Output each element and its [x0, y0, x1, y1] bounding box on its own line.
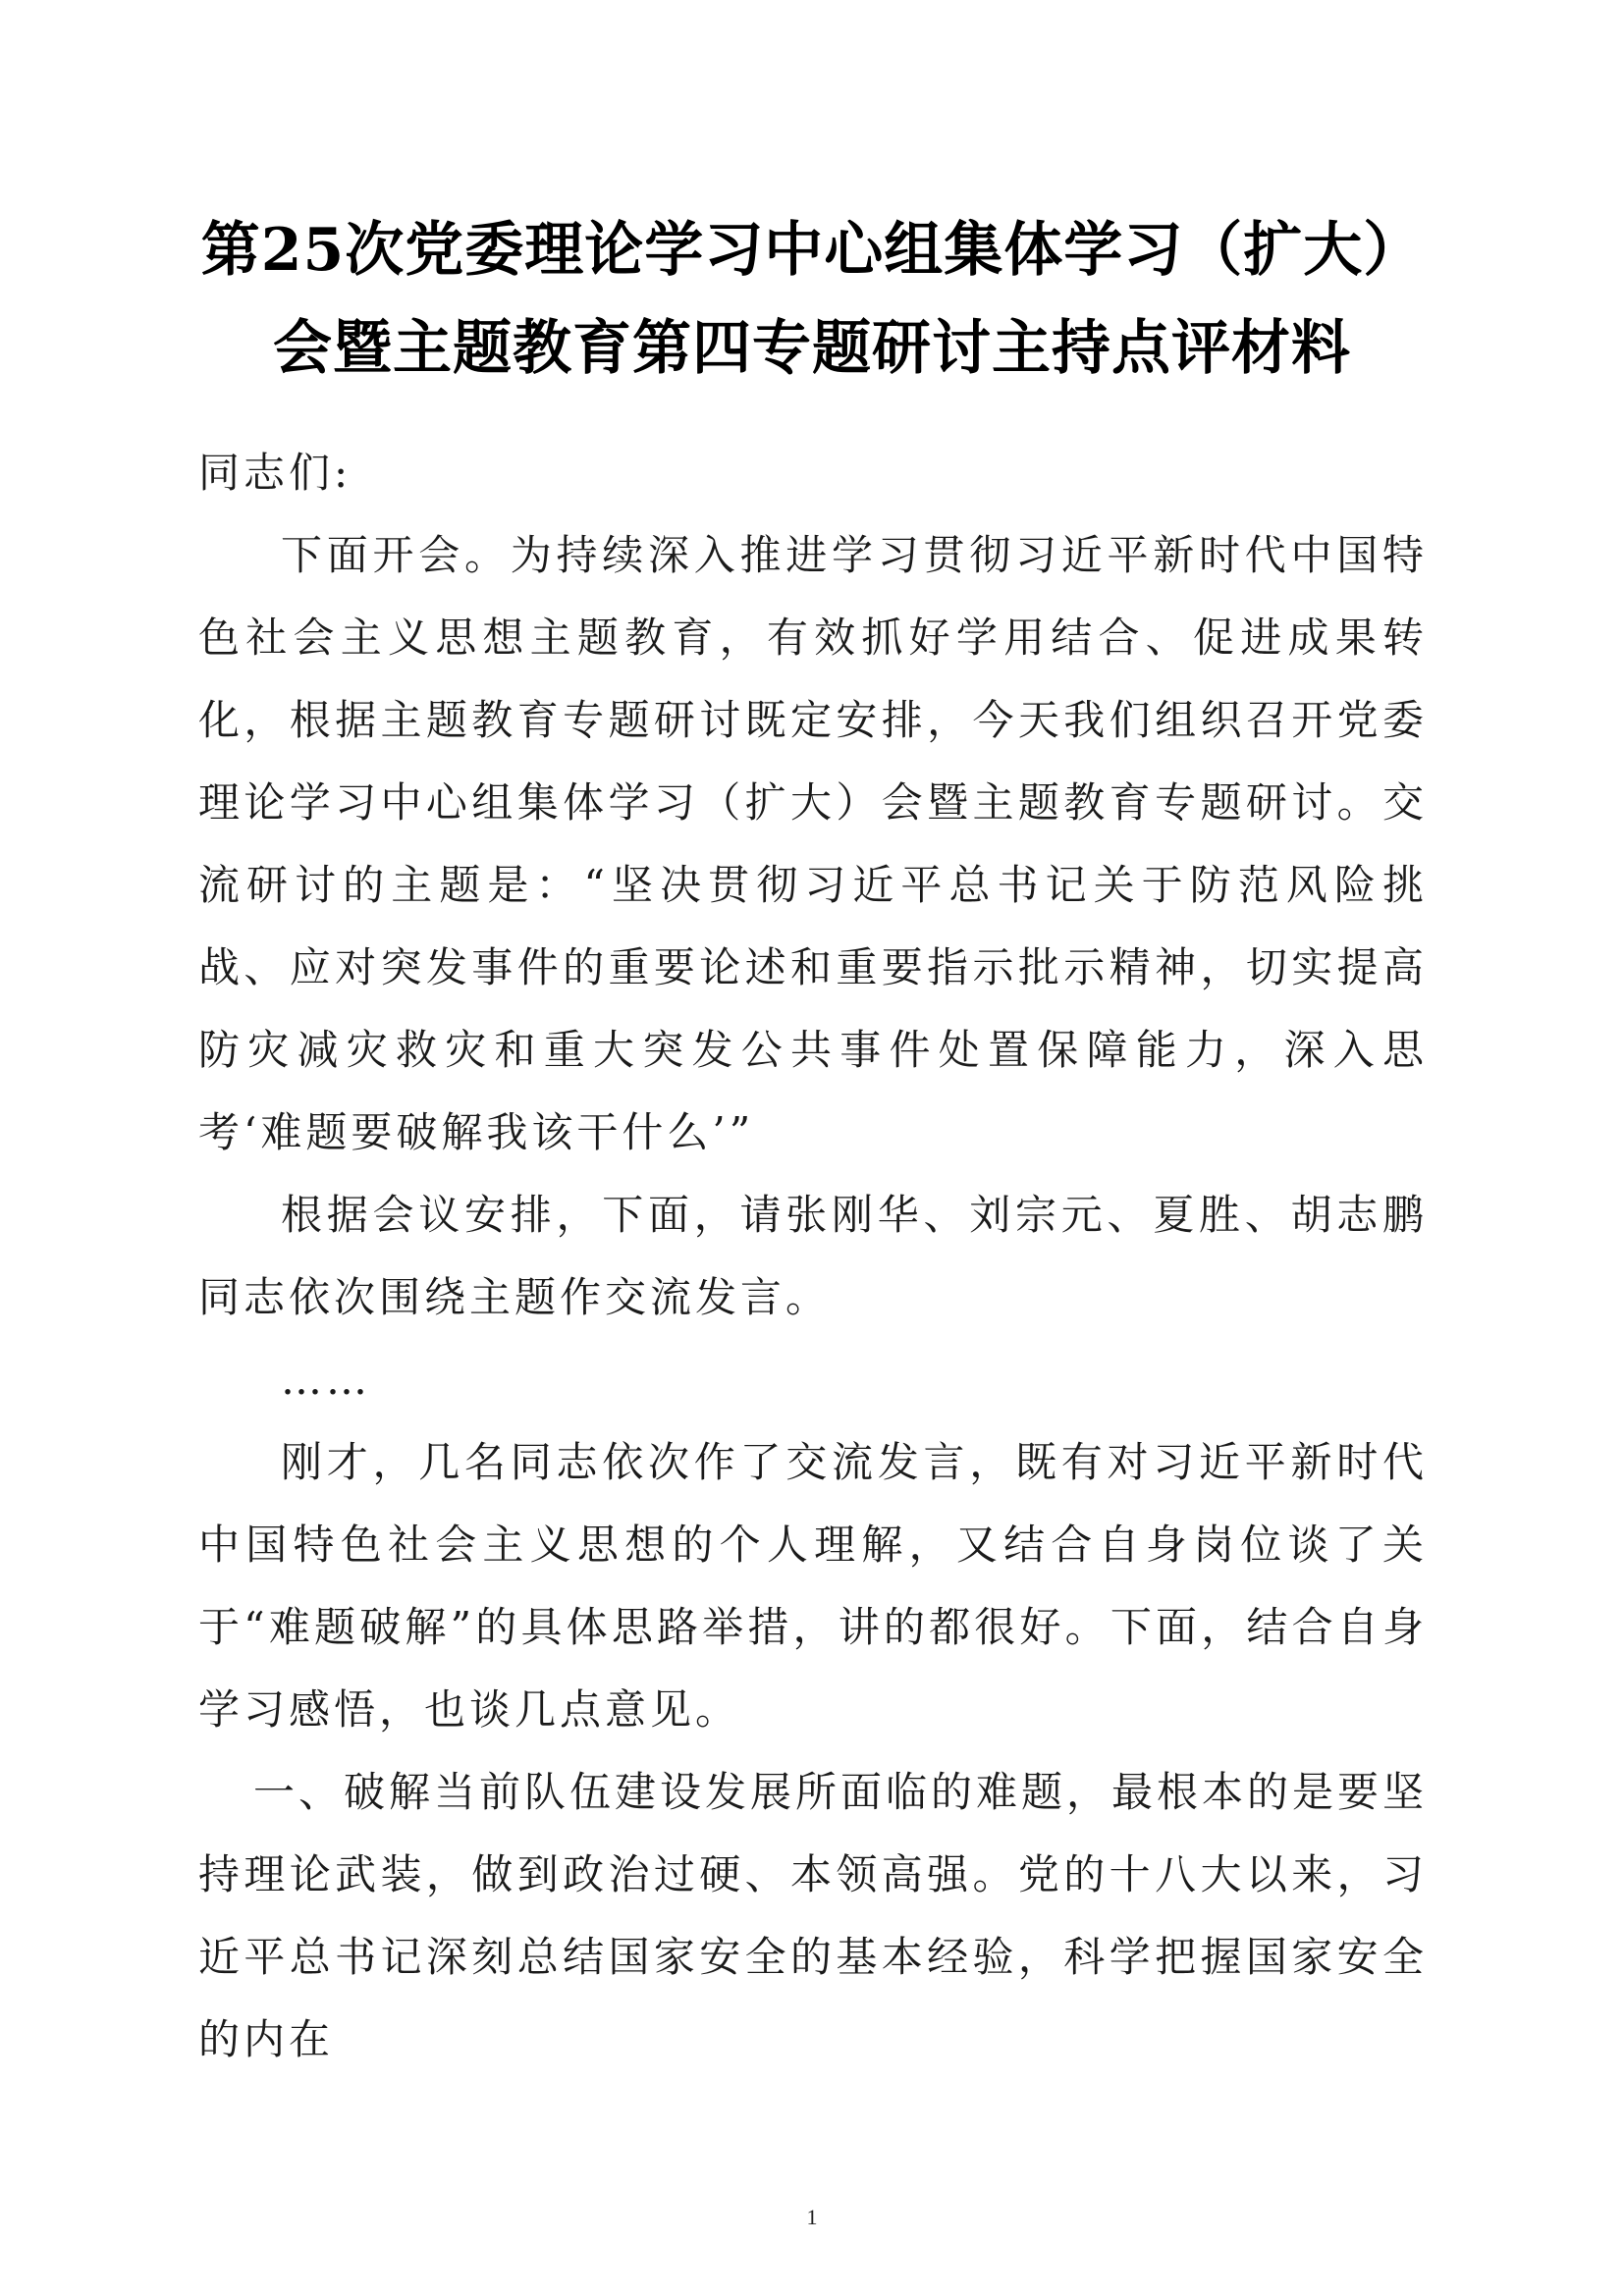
title-line-2: 会暨主题教育第四专题研讨主持点评材料: [273, 314, 1351, 383]
salutation: 同志们:: [198, 449, 352, 497]
title-line-1: 第25次党委理论学习中心组集体学习（扩大）: [200, 216, 1424, 285]
paragraph-point-one: 一、破解当前队伍建设发展所面临的难题，最根本的是要坚持理论武装，做到政治过硬、本领高强。党的十八大以来，习近平总书记深刻总结国家安全的基本经验，科学把握国家安全的内在: [198, 1768, 1429, 2063]
document-body: [198, 432, 1428, 2081]
paragraph-ellipsis: ……: [281, 1356, 371, 1404]
page-number: 1: [806, 2205, 818, 2229]
paragraph-speakers: 根据会议安排，下面，请张刚华、刘宗元、夏胜、胡志鹏同志依次围绕主题作交流发言。: [198, 1191, 1428, 1321]
document-title: [0, 201, 1624, 398]
paragraph-summary: 刚才，几名同志依次作了交流发言，既有对习近平新时代中国特色社会主义思想的个人理解，又结合自身岗位谈了关于“难题破解”的具体思路举措，讲的都很好。下面，结合自身学习感悟，也谈几点意见。: [198, 1438, 1428, 1734]
paragraph-opening: 下面开会。为持续深入推进学习贯彻习近平新时代中国特色社会主义思想主题教育，有效抓好学用结合、促进成果转化，根据主题教育专题研讨既定安排，今天我们组织召开党委理论学习中心组集体学习（扩大）会暨主题教育专题研讨。交流研讨的主题是：“坚决贯彻习近平总书记关于防范风险挑战、应对突发事件的重要论述和重要指示批示精神，切实提高防灾减灾救灾和重大突发公共事件处置保障能力，深入思考‘难题要破解我该干什么’”: [198, 531, 1428, 1156]
